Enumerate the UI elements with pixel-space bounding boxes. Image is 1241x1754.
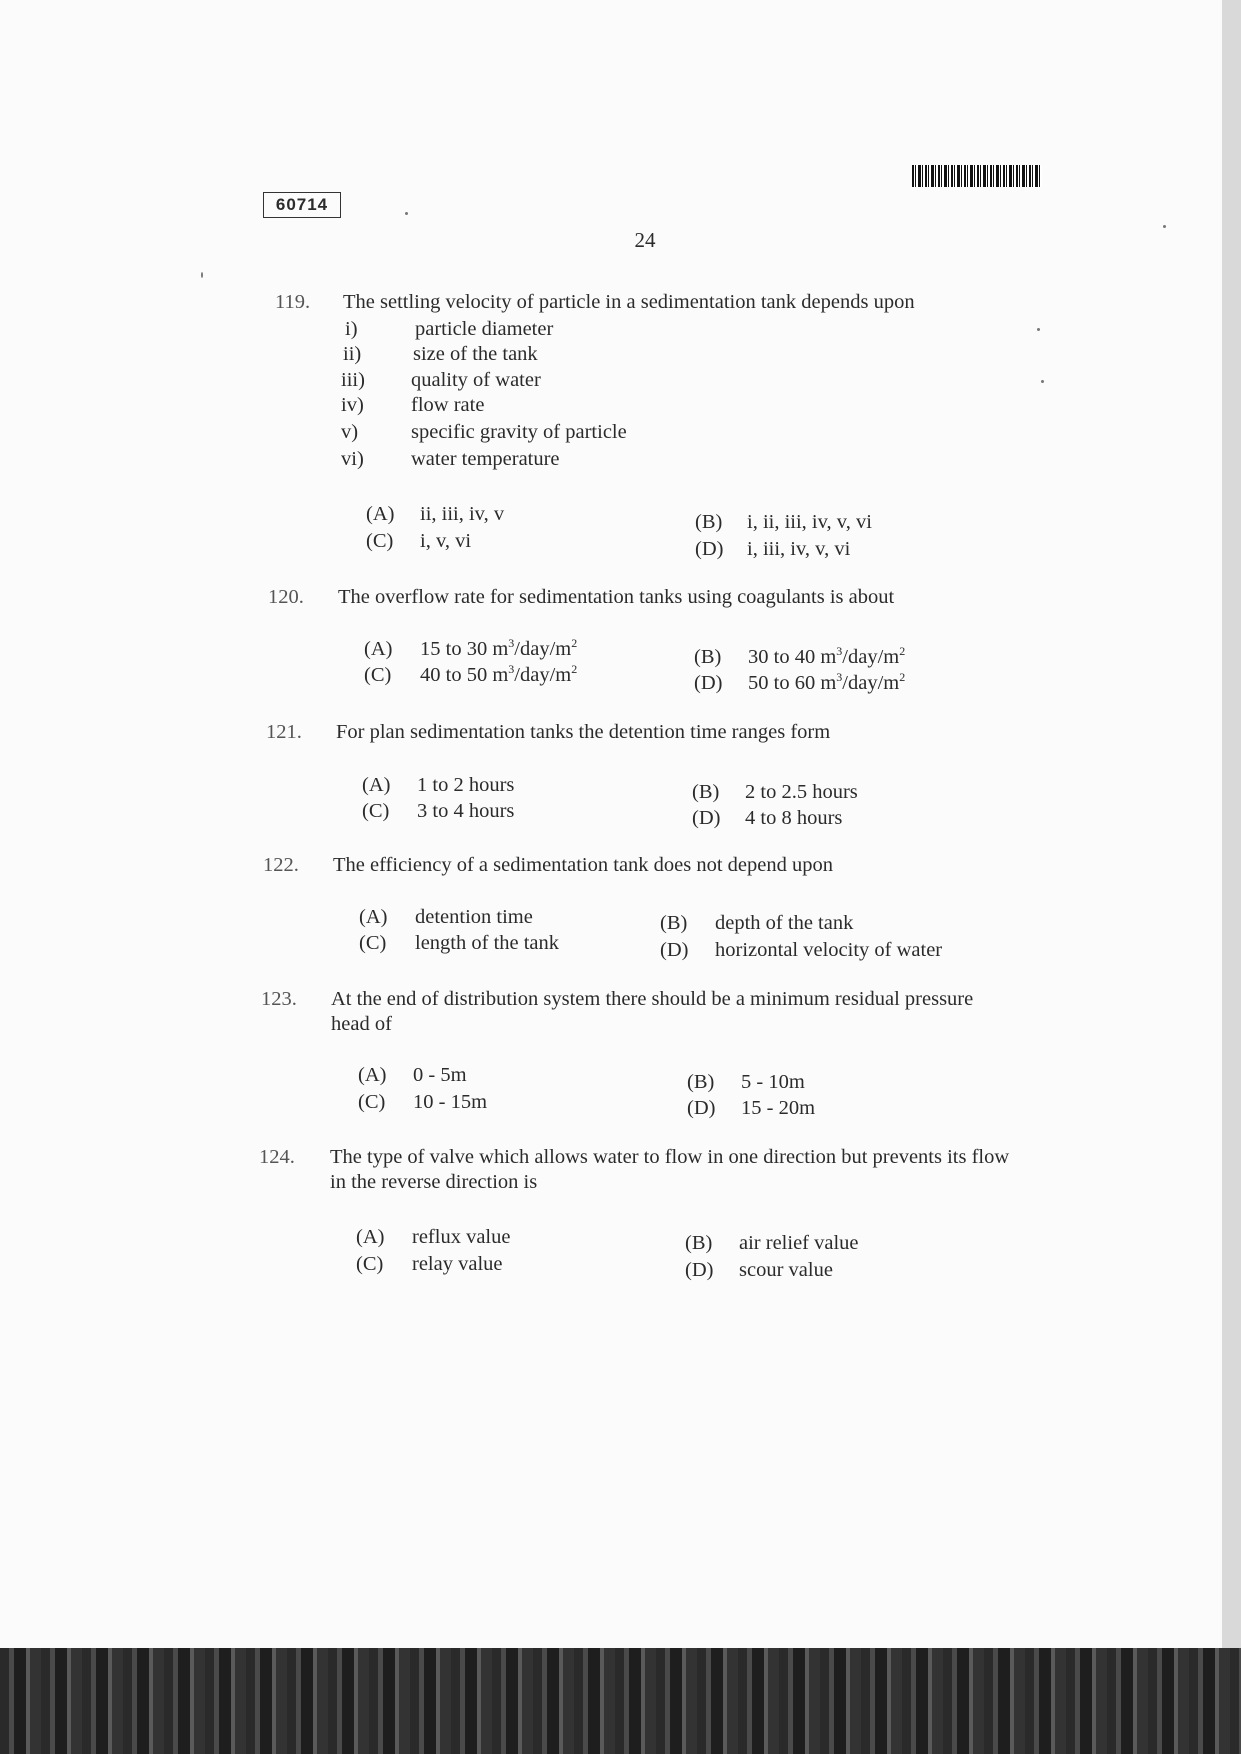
item-text: flow rate [411,394,485,416]
paper-code-box: 60714 [263,192,341,218]
option-label: (D) [687,1097,716,1119]
option-text: ii, iii, iv, v [420,503,505,525]
option-label: (C) [358,1091,386,1113]
item-text: size of the tank [413,343,538,365]
question-number: 120. [268,586,304,608]
option-text: reflux value [412,1226,511,1248]
question-number: 121. [266,721,302,743]
item-text: quality of water [411,369,541,391]
option-text: 3 to 4 hours [417,800,515,822]
option-label: (B) [687,1071,715,1093]
option-text: i, ii, iii, iv, v, vi [747,511,872,533]
option-label: (B) [660,912,688,934]
option-text: depth of the tank [715,912,854,934]
option-text: 1 to 2 hours [417,774,515,796]
option-label: (C) [362,800,390,822]
roman-numeral: iii) [341,369,365,391]
option-text: air relief value [739,1232,859,1254]
option-label: (A) [358,1064,387,1086]
item-text: particle diameter [415,318,554,340]
roman-numeral: i) [345,318,358,340]
option-text: horizontal velocity of water [715,939,943,961]
question-number: 123. [261,988,297,1010]
option-label: (C) [356,1253,384,1275]
option-label: (B) [685,1232,713,1254]
option-text: 40 to 50 $m^3/day/m^2$ [420,662,578,686]
question-text: The overflow rate for sedimentation tanks using coagulants is about [338,586,895,608]
option-text: 10 - 15m [413,1091,488,1113]
option-label: (C) [364,664,392,686]
option-text: detention time [415,906,533,928]
roman-numeral: vi) [341,448,364,470]
roman-numeral: iv) [341,394,364,416]
scan-speck [405,212,408,215]
scan-edge [1222,0,1241,1648]
question-number: 122. [263,854,299,876]
scan-speck [1037,328,1040,331]
option-text: 4 to 8 hours [745,807,843,829]
scan-speck [1163,225,1166,228]
option-label: (D) [694,672,723,694]
option-text: 15 - 20m [741,1097,816,1119]
option-label: (B) [694,646,722,668]
option-label: (A) [366,503,395,525]
question-text: The efficiency of a sedimentation tank does not depend upon [333,854,834,876]
option-label: (D) [660,939,689,961]
option-label: (A) [362,774,391,796]
option-label: (C) [366,530,394,552]
item-text: specific gravity of particle [411,421,627,443]
option-label: (B) [695,511,723,533]
option-text: 30 to 40 $m^3/day/m^2$ [748,644,906,668]
option-label: (A) [359,906,388,928]
question-number: 124. [259,1146,295,1168]
question-number: 119. [275,291,311,313]
question-text: The settling velocity of particle in a sedimentation tank depends upon [343,291,915,313]
option-label: (C) [359,932,387,954]
option-text: relay value [412,1253,503,1275]
option-text: 5 - 10m [741,1071,805,1093]
option-label: (D) [695,538,724,560]
option-text: 2 to 2.5 hours [745,781,858,803]
page-number: 24 [634,228,656,252]
option-text: 0 - 5m [413,1064,467,1086]
scan-speck [1041,380,1044,383]
option-label: (B) [692,781,720,803]
question-text: For plan sedimentation tanks the detention time ranges form [336,721,831,743]
roman-numeral: v) [341,421,359,443]
roman-numeral: ii) [343,343,362,365]
option-text: length of the tank [415,932,560,954]
question-text: The type of valve which allows water to flow in one direction but prevents its flow in the reverse direction is [330,1146,1010,1193]
option-text: 15 to 30 $m^3/day/m^2$ [420,636,578,660]
item-text: water temperature [411,448,560,470]
question-text: At the end of distribution system there should be a minimum residual pressure head of [331,988,974,1035]
scan-speck [201,272,203,278]
option-label: (D) [692,807,721,829]
option-text: 50 to 60 $m^3/day/m^2$ [748,670,906,694]
option-label: (A) [364,638,393,660]
option-text: i, iii, iv, v, vi [747,538,851,560]
option-text: i, v, vi [420,530,472,552]
option-label: (A) [356,1226,385,1248]
barcode [912,165,1042,187]
option-label: (D) [685,1259,714,1281]
option-text: scour value [739,1259,833,1281]
scanner-background [0,1648,1241,1754]
